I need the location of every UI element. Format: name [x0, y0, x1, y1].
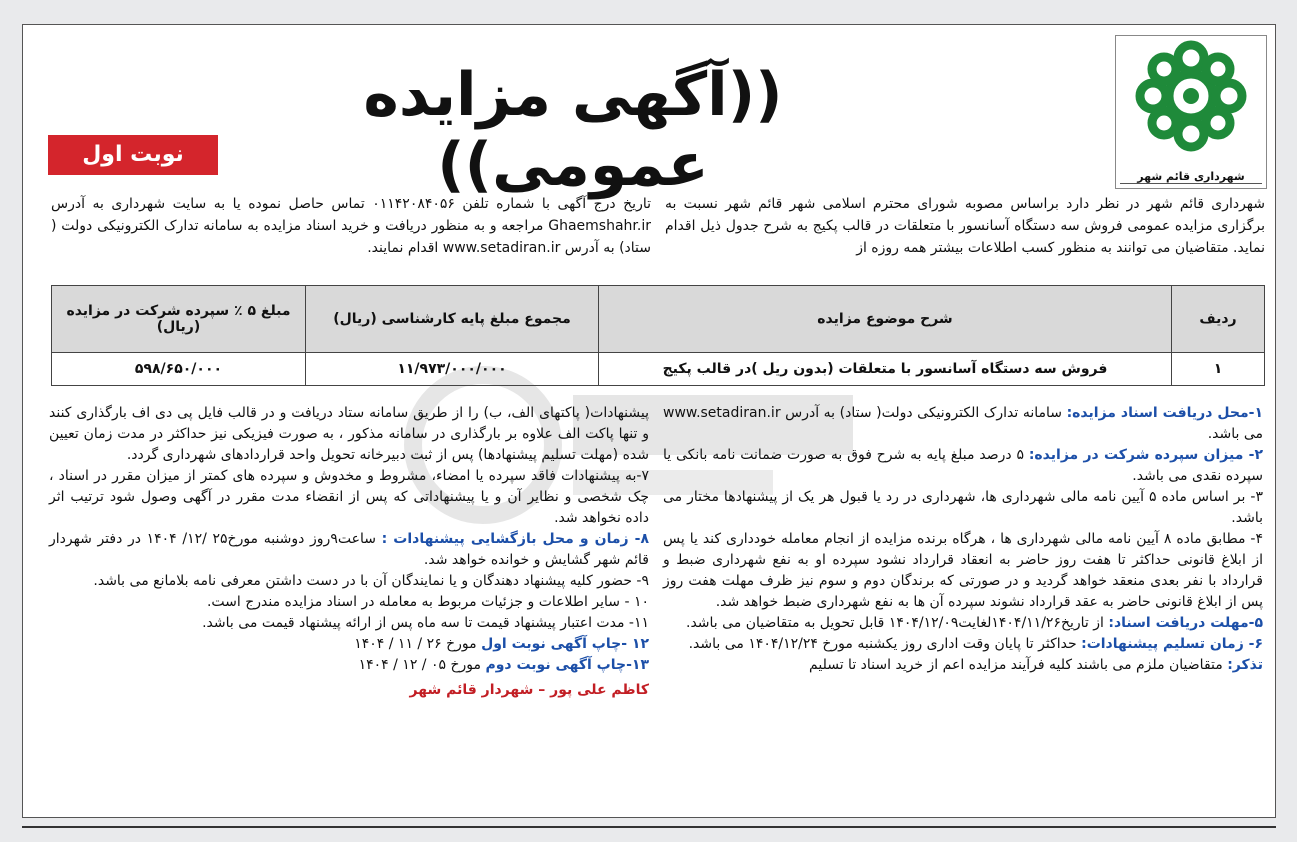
term-5-body: از تاریخ۱۴۰۴/۱۱/۲۶لغایت۱۴۰۴/۱۲/۰۹ قابل تحویل به متقاضیان می باشد.: [686, 615, 1109, 631]
term-13-body: مورخ ۰۵ / ۱۲ / ۱۴۰۴: [358, 657, 486, 673]
term-5: [663, 613, 1263, 634]
note-continuation: پیشنهادات( پاکتهای الف، ب) را از طریق سامانه ستاد دریافت و در قالب فایل پی دی اف بارگذاری کنند و تنها پاکت الف علاوه بر بارگذاری در سامانه مذکور ، به صورت فیزیکی نیز حداکثر در مدت زمان تعیین شده (مهلت تسلیم پیشنهادها) پس از ثبت دبیرخانه تحویل واحد قراردادهای شهرداری گردد.: [49, 405, 649, 463]
logo-emblem-icon: [1116, 36, 1266, 156]
term-4: ۴- مطابق ماده ۸ آیین نامه مالی شهرداری ها ، هرگاه برنده مزایده از انجام معامله خودداری کند یا پس از ابلاغ قانونی حداکثر تا هفت روز حاضر به انعقاد قرارداد نشود سپرده او به نفع شهرداری ضبط و قرارداد با نفر بعدی منعقد خواهد گردید و در صورتی که برندگان دوم و سوم نیز ظرف مهلت هفت روز پس از ابلاغ قانونی حاضر به عقد قرارداد نشوند سپرده آن ها به نفع شهرداری ضبط خواهد شد.: [663, 531, 1263, 610]
municipality-logo: [1115, 35, 1267, 189]
term-8-body: ساعت۹روز دوشنبه مورخ۲۵ /۱۲/ ۱۴۰۴ در دفتر شهردار قائم شهر گشایش و خوانده خواهد شد.: [49, 531, 649, 568]
notice-sheet: [22, 24, 1276, 818]
cell-deposit: ۵۹۸/۶۵۰/۰۰۰: [52, 353, 306, 386]
table-row: [52, 353, 1265, 386]
term-note: [663, 655, 1263, 676]
logo-caption: شهرداری قائم شهر: [1120, 170, 1262, 184]
round-badge: نوبت اول: [48, 135, 218, 175]
mayor-signature: کاظم علی پور – شهردار قائم شهر: [409, 682, 649, 698]
cell-subject: فروش سه دستگاه آسانسور با متعلقات (بدون ریل )در قالب پکیج: [599, 353, 1172, 386]
term-12: [49, 634, 649, 655]
intro-left: تاریخ درج آگهی با شماره تلفن ۰۱۱۴۲۰۸۴۰۵۶ تماس حاصل نموده یا به سایت شهرداری به آدرس Ghaemshahr.ir مراجعه و به منظور دریافت و خرید اسناد مزایده به سامانه تدارک الکترونیکی دولت ( ستاد) به آدرس www.setadiran.ir اقدام نمایند.: [51, 196, 652, 256]
term-1-body: سامانه تدارک الکترونیکی دولت( ستاد) به آدرس www.setadiran.ir می باشد.: [663, 405, 1263, 442]
term-8-heading: ۸- زمان و محل بازگشایی پیشنهادات :: [381, 531, 650, 547]
cell-base-amount: ۱۱/۹۷۳/۰۰۰/۰۰۰: [306, 353, 599, 386]
term-2-body: ۵ درصد مبلغ پایه به شرح فوق به صورت ضمانت نامه بانکی یا سپرده نقدی می باشد.: [663, 447, 1263, 484]
term-11: ۱۱- مدت اعتبار پیشنهاد قیمت تا سه ماه پس از ارائه پیشنهاد قیمت می باشد.: [202, 615, 649, 631]
note-heading: تذکر:: [1227, 657, 1263, 673]
term-3: ۳- بر اساس ماده ۵ آیین نامه مالی شهرداری ها، شهرداری در رد یا قبول هر یک از پیشنهادها مختار می باشد.: [663, 489, 1263, 526]
term-7: ۷-به پیشنهادات فاقد سپرده یا امضاء، مشروط و مخدوش و سپرده های کمتر از میزان مقرر در اسناد ، چک شخصی و نظایر آن و یا پیشنهاداتی که پس از انقضاء مدت مقرر در آگهی وصول شود ترتیب اثر داده نخواهد شد.: [49, 468, 649, 526]
cell-row-number: ۱: [1172, 353, 1265, 386]
term-6: [663, 634, 1263, 655]
term-6-body: حداکثر تا پایان وقت اداری روز یکشنبه مورخ ۱۴۰۴/۱۲/۲۴ می باشد.: [688, 636, 1082, 652]
note-body: متقاضیان ملزم می باشند کلیه فرآیند مزایده اعم از خرید اسناد تا تسلیم: [809, 657, 1228, 673]
term-12-heading: ۱۲ -چاپ آگهی نوبت اول: [481, 636, 649, 652]
term-1-heading: ۱-محل دریافت اسناد مزایده:: [1066, 405, 1263, 421]
table-header-row: [52, 286, 1265, 353]
term-5-heading: ۵-مهلت دریافت اسناد:: [1108, 615, 1263, 631]
col-header-row-number: ردیف: [1172, 286, 1265, 353]
term-10: ۱۰ - سایر اطلاعات و جزئیات مربوط به معامله در اسناد مزایده مندرج است.: [206, 594, 649, 610]
term-13: [49, 655, 649, 676]
term-2: [663, 445, 1263, 487]
auction-table: [51, 285, 1265, 386]
col-header-subject: شرح موضوع مزایده: [599, 286, 1172, 353]
term-9: ۹- حضور کلیه پیشنهاد دهندگان و یا نمایندگان آن با در دست داشتن معرفی نامه بلامانع می باشد.: [93, 573, 649, 589]
term-1: [663, 403, 1263, 445]
col-header-base-amount: مجموع مبلغ پایه کارشناسی (ریال): [306, 286, 599, 353]
bottom-divider: [22, 826, 1276, 828]
col-header-deposit: مبلغ ۵ ٪ سپرده شرکت در مزایده (ریال): [52, 286, 306, 353]
term-6-heading: ۶- زمان تسلیم پیشنهادات:: [1081, 636, 1263, 652]
term-2-heading: ۲- میزان سپرده شرکت در مزایده:: [1028, 447, 1263, 463]
terms-right-column: [663, 403, 1263, 676]
notice-title: ((آگهی مزایده عمومی)): [363, 60, 783, 200]
term-8: [49, 529, 649, 571]
term-13-heading: ۱۳-چاپ آگهی نوبت دوم: [485, 657, 649, 673]
term-12-body: مورخ ۲۶ / ۱۱ / ۱۴۰۴: [354, 636, 482, 652]
intro-right: شهرداری قائم شهر در نظر دارد براساس مصوبه شورای محترم اسلامی شهر قائم شهر نسبت به برگزاری مزایده عمومی فروش سه دستگاه آسانسور با متعلقات در قالب پکیج به شرح جدول ذیل اقدام نماید. متقاضیان می توانند به منظور کسب اطلاعات بیشتر همه روزه از: [665, 196, 1265, 256]
terms-left-column: [49, 403, 649, 701]
